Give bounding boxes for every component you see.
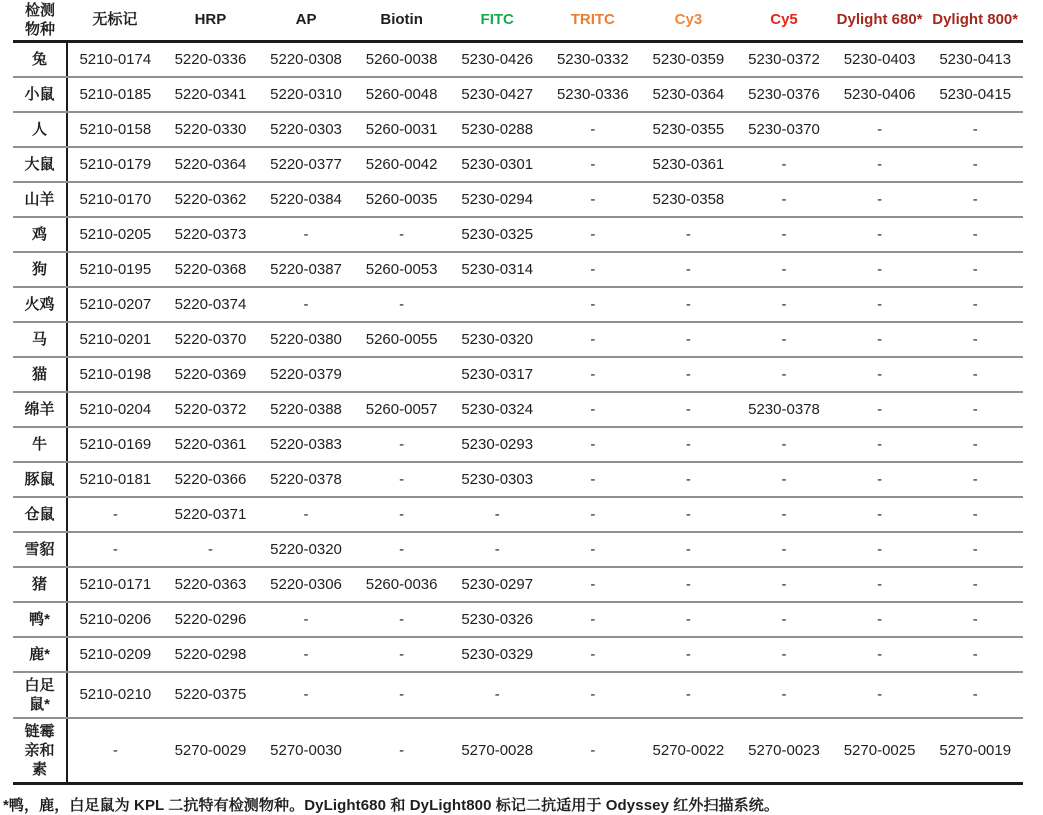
catalog-number-cell: -	[641, 672, 737, 718]
catalog-number-cell: 5220-0383	[258, 427, 354, 462]
catalog-number-cell: -	[258, 602, 354, 637]
catalog-number-cell: -	[832, 567, 928, 602]
catalog-number-cell: -	[354, 672, 450, 718]
catalog-number-cell: -	[641, 602, 737, 637]
catalog-number-cell: 5230-0314	[449, 252, 545, 287]
catalog-number-cell: -	[736, 322, 832, 357]
table-row	[13, 567, 1023, 602]
catalog-number-cell: -	[641, 357, 737, 392]
catalog-number-cell: 5230-0297	[449, 567, 545, 602]
table-header	[13, 1, 1023, 41]
catalog-number-cell: -	[641, 497, 737, 532]
catalog-number-cell: -	[449, 532, 545, 567]
catalog-number-cell: -	[927, 637, 1023, 672]
species-cell: 牛	[13, 427, 67, 462]
species-cell: 狗	[13, 252, 67, 287]
catalog-number-cell: -	[927, 182, 1023, 217]
catalog-number-cell: -	[354, 602, 450, 637]
catalog-number-cell: 5260-0057	[354, 392, 450, 427]
catalog-number-cell: 5220-0308	[258, 41, 354, 77]
catalog-number-cell: -	[832, 287, 928, 322]
catalog-number-cell: 5210-0169	[67, 427, 163, 462]
species-cell: 鸭*	[13, 602, 67, 637]
species-cell: 绵羊	[13, 392, 67, 427]
catalog-number-cell: 5220-0374	[163, 287, 259, 322]
catalog-number-cell: -	[641, 322, 737, 357]
table-row	[13, 672, 1023, 718]
catalog-number-cell: -	[545, 252, 641, 287]
species-cell: 山羊	[13, 182, 67, 217]
catalog-number-cell: 5220-0379	[258, 357, 354, 392]
catalog-number-cell: -	[832, 497, 928, 532]
catalog-number-cell: 5230-0288	[449, 112, 545, 147]
table-row	[13, 322, 1023, 357]
catalog-number-cell: -	[641, 532, 737, 567]
column-header-无标记: 无标记	[67, 1, 163, 41]
catalog-number-cell: 5230-0376	[736, 77, 832, 112]
catalog-number-cell: -	[832, 637, 928, 672]
catalog-number-cell: -	[545, 602, 641, 637]
catalog-number-cell: 5220-0363	[163, 567, 259, 602]
catalog-number-cell: -	[545, 392, 641, 427]
catalog-number-cell: -	[832, 602, 928, 637]
catalog-number-cell: -	[354, 497, 450, 532]
catalog-number-cell: -	[258, 497, 354, 532]
catalog-number-cell: -	[736, 182, 832, 217]
catalog-number-cell: -	[545, 287, 641, 322]
catalog-number-cell: 5210-0171	[67, 567, 163, 602]
catalog-number-cell: 5270-0019	[927, 718, 1023, 784]
catalog-number-cell: -	[927, 672, 1023, 718]
catalog-number-cell: 5230-0403	[832, 41, 928, 77]
catalog-number-cell: -	[736, 217, 832, 252]
catalog-number-cell: 5220-0310	[258, 77, 354, 112]
catalog-number-cell: -	[927, 252, 1023, 287]
catalog-number-cell: 5270-0025	[832, 718, 928, 784]
catalog-number-cell: 5220-0375	[163, 672, 259, 718]
catalog-number-cell: -	[641, 462, 737, 497]
catalog-number-cell: -	[545, 182, 641, 217]
catalog-number-cell: -	[736, 287, 832, 322]
species-cell: 猪	[13, 567, 67, 602]
catalog-number-cell: -	[832, 112, 928, 147]
catalog-number-cell: 5220-0296	[163, 602, 259, 637]
table-row	[13, 357, 1023, 392]
catalog-number-cell: 5230-0325	[449, 217, 545, 252]
catalog-number-cell: -	[832, 462, 928, 497]
catalog-number-cell: 5220-0377	[258, 147, 354, 182]
table-row	[13, 602, 1023, 637]
catalog-number-cell: -	[354, 217, 450, 252]
catalog-number-cell: -	[545, 112, 641, 147]
column-header-dylight-800: Dylight 800*	[927, 1, 1023, 41]
catalog-number-cell: 5220-0387	[258, 252, 354, 287]
catalog-number-cell: -	[927, 427, 1023, 462]
catalog-number-cell: -	[258, 217, 354, 252]
column-header-cy5: Cy5	[736, 1, 832, 41]
catalog-number-cell: -	[545, 147, 641, 182]
catalog-number-cell: -	[163, 532, 259, 567]
catalog-number-cell: -	[832, 357, 928, 392]
catalog-number-cell: 5260-0055	[354, 322, 450, 357]
catalog-number-cell: 5230-0301	[449, 147, 545, 182]
catalog-number-cell: 5230-0294	[449, 182, 545, 217]
catalog-number-cell: 5260-0031	[354, 112, 450, 147]
catalog-number-cell: -	[67, 497, 163, 532]
table-row	[13, 41, 1023, 77]
column-header-species: 检测物种	[13, 1, 67, 41]
table-row	[13, 217, 1023, 252]
catalog-number-cell: 5230-0293	[449, 427, 545, 462]
catalog-number-cell: 5230-0359	[641, 41, 737, 77]
catalog-number-cell: 5210-0205	[67, 217, 163, 252]
table-row	[13, 112, 1023, 147]
catalog-number-cell: -	[927, 392, 1023, 427]
catalog-number-cell: -	[927, 217, 1023, 252]
catalog-number-cell: 5260-0042	[354, 147, 450, 182]
catalog-number-cell: 5230-0415	[927, 77, 1023, 112]
catalog-number-cell: 5220-0380	[258, 322, 354, 357]
catalog-number-cell: 5260-0038	[354, 41, 450, 77]
catalog-number-cell: 5210-0174	[67, 41, 163, 77]
table-row	[13, 497, 1023, 532]
table-row	[13, 718, 1023, 784]
catalog-number-cell: -	[641, 637, 737, 672]
catalog-number-cell: -	[545, 322, 641, 357]
column-header-biotin: Biotin	[354, 1, 450, 41]
table-row	[13, 532, 1023, 567]
species-cell: 雪貂	[13, 532, 67, 567]
catalog-number-cell: -	[545, 427, 641, 462]
catalog-number-cell: -	[736, 147, 832, 182]
catalog-number-cell: -	[927, 567, 1023, 602]
table-row	[13, 147, 1023, 182]
catalog-number-cell: -	[927, 287, 1023, 322]
catalog-number-cell: -	[258, 637, 354, 672]
catalog-number-cell: 5220-0364	[163, 147, 259, 182]
catalog-number-cell: 5220-0369	[163, 357, 259, 392]
catalog-number-cell: 5220-0378	[258, 462, 354, 497]
catalog-number-cell: -	[545, 497, 641, 532]
catalog-number-cell: 5220-0320	[258, 532, 354, 567]
table-row	[13, 392, 1023, 427]
catalog-number-cell: 5270-0028	[449, 718, 545, 784]
catalog-number-cell: -	[545, 532, 641, 567]
catalog-number-cell: -	[832, 427, 928, 462]
catalog-number-cell: -	[258, 287, 354, 322]
catalog-number-cell: -	[832, 217, 928, 252]
table-row	[13, 427, 1023, 462]
catalog-number-cell: 5230-0326	[449, 602, 545, 637]
catalog-number-cell: -	[736, 672, 832, 718]
column-header-dylight-680: Dylight 680*	[832, 1, 928, 41]
catalog-number-cell: -	[354, 427, 450, 462]
catalog-number-cell: -	[354, 718, 450, 784]
catalog-number-cell: 5270-0022	[641, 718, 737, 784]
species-cell: 大鼠	[13, 147, 67, 182]
catalog-number-cell: 5230-0413	[927, 41, 1023, 77]
catalog-number-cell: 5210-0204	[67, 392, 163, 427]
catalog-number-cell: 5220-0370	[163, 322, 259, 357]
catalog-number-cell: 5220-0368	[163, 252, 259, 287]
catalog-number-cell: -	[641, 392, 737, 427]
catalog-number-cell: 5220-0341	[163, 77, 259, 112]
catalog-number-cell: -	[736, 602, 832, 637]
catalog-number-cell: 5220-0298	[163, 637, 259, 672]
catalog-number-cell: -	[545, 357, 641, 392]
catalog-number-cell: 5230-0427	[449, 77, 545, 112]
catalog-number-cell: 5220-0388	[258, 392, 354, 427]
catalog-number-cell: -	[258, 672, 354, 718]
catalog-number-cell: -	[927, 462, 1023, 497]
table-row	[13, 637, 1023, 672]
catalog-number-cell: 5230-0320	[449, 322, 545, 357]
column-header-cy3: Cy3	[641, 1, 737, 41]
catalog-number-cell: -	[545, 217, 641, 252]
column-header-hrp: HRP	[163, 1, 259, 41]
catalog-number-cell: 5260-0036	[354, 567, 450, 602]
catalog-number-cell: -	[354, 532, 450, 567]
catalog-number-cell: -	[641, 567, 737, 602]
catalog-number-cell: 5210-0209	[67, 637, 163, 672]
footnote: *鸭，鹿，白足鼠为 KPL 二抗特有检测物种。DyLight680 和 DyLight800 标记二抗适用于 Odyssey 红外扫描系统。	[3, 796, 779, 814]
catalog-number-cell: 5230-0317	[449, 357, 545, 392]
species-cell: 小鼠	[13, 77, 67, 112]
catalog-number-cell: -	[927, 602, 1023, 637]
catalog-number-cell: 5270-0029	[163, 718, 259, 784]
catalog-number-cell: 5230-0332	[545, 41, 641, 77]
catalog-number-cell: 5230-0406	[832, 77, 928, 112]
catalog-number-cell: 5230-0324	[449, 392, 545, 427]
catalog-number-cell: 5260-0048	[354, 77, 450, 112]
catalog-number-cell: -	[736, 462, 832, 497]
species-cell: 马	[13, 322, 67, 357]
catalog-number-cell: -	[641, 287, 737, 322]
catalog-number-cell: 5230-0370	[736, 112, 832, 147]
catalog-number-cell: 5270-0030	[258, 718, 354, 784]
catalog-number-cell: -	[832, 252, 928, 287]
catalog-number-cell: -	[832, 672, 928, 718]
catalog-number-cell: 5220-0303	[258, 112, 354, 147]
header-row	[13, 1, 1023, 41]
column-header-ap: AP	[258, 1, 354, 41]
catalog-number-cell: -	[354, 637, 450, 672]
catalog-number-cell: 5230-0378	[736, 392, 832, 427]
catalog-number-cell	[354, 357, 450, 392]
catalog-number-cell: -	[545, 672, 641, 718]
catalog-number-cell: 5220-0362	[163, 182, 259, 217]
species-cell: 兔	[13, 41, 67, 77]
column-header-tritc: TRITC	[545, 1, 641, 41]
table-row	[13, 252, 1023, 287]
catalog-number-cell: -	[927, 532, 1023, 567]
catalog-number-cell: 5220-0373	[163, 217, 259, 252]
catalog-number-cell: 5220-0366	[163, 462, 259, 497]
catalog-number-cell: 5230-0361	[641, 147, 737, 182]
catalog-number-cell: -	[736, 532, 832, 567]
table-row	[13, 182, 1023, 217]
table-row	[13, 287, 1023, 322]
catalog-number-cell: 5260-0035	[354, 182, 450, 217]
catalog-number-cell: 5210-0185	[67, 77, 163, 112]
catalog-number-cell: -	[832, 392, 928, 427]
catalog-number-cell: -	[641, 217, 737, 252]
catalog-number-cell: -	[545, 718, 641, 784]
catalog-number-cell: 5230-0336	[545, 77, 641, 112]
catalog-number-cell: 5260-0053	[354, 252, 450, 287]
catalog-number-cell: 5230-0358	[641, 182, 737, 217]
catalog-number-cell: -	[354, 462, 450, 497]
catalog-number-cell: -	[927, 497, 1023, 532]
catalog-number-cell: 5220-0330	[163, 112, 259, 147]
catalog-number-cell: -	[736, 497, 832, 532]
catalog-number-cell: -	[927, 147, 1023, 182]
column-header-fitc: FITC	[449, 1, 545, 41]
species-cell: 火鸡	[13, 287, 67, 322]
catalog-number-cell: 5220-0336	[163, 41, 259, 77]
antibody-catalog-table	[13, 1, 1023, 785]
table-row	[13, 77, 1023, 112]
catalog-number-cell: -	[545, 637, 641, 672]
table-body	[13, 41, 1023, 783]
catalog-number-cell: 5230-0426	[449, 41, 545, 77]
species-cell: 仓鼠	[13, 497, 67, 532]
catalog-number-cell: 5220-0384	[258, 182, 354, 217]
catalog-number-cell: -	[354, 287, 450, 322]
species-cell: 人	[13, 112, 67, 147]
catalog-number-cell: -	[67, 532, 163, 567]
catalog-number-cell: -	[832, 182, 928, 217]
species-cell: 鸡	[13, 217, 67, 252]
catalog-number-cell: -	[927, 322, 1023, 357]
species-cell: 猫	[13, 357, 67, 392]
catalog-number-cell: -	[545, 462, 641, 497]
catalog-number-cell: 5220-0371	[163, 497, 259, 532]
catalog-number-cell: 5220-0361	[163, 427, 259, 462]
catalog-number-cell: 5210-0201	[67, 322, 163, 357]
catalog-number-cell: -	[67, 718, 163, 784]
catalog-number-cell: 5210-0170	[67, 182, 163, 217]
catalog-number-cell: -	[736, 357, 832, 392]
catalog-number-cell: -	[832, 147, 928, 182]
catalog-number-cell: -	[449, 672, 545, 718]
catalog-number-cell: 5220-0306	[258, 567, 354, 602]
catalog-number-cell: 5220-0372	[163, 392, 259, 427]
catalog-number-cell: 5210-0181	[67, 462, 163, 497]
catalog-number-cell: 5230-0329	[449, 637, 545, 672]
species-cell: 鹿*	[13, 637, 67, 672]
catalog-number-cell: 5210-0206	[67, 602, 163, 637]
catalog-number-cell: -	[832, 532, 928, 567]
catalog-number-cell: 5230-0303	[449, 462, 545, 497]
catalog-number-cell: -	[927, 112, 1023, 147]
catalog-number-cell: -	[736, 637, 832, 672]
catalog-number-cell: -	[736, 567, 832, 602]
catalog-number-cell: -	[736, 252, 832, 287]
catalog-number-cell: -	[736, 427, 832, 462]
catalog-number-cell: 5270-0023	[736, 718, 832, 784]
species-cell: 链霉亲和素	[13, 718, 67, 784]
catalog-number-cell: 5210-0195	[67, 252, 163, 287]
catalog-number-cell: -	[545, 567, 641, 602]
species-cell: 豚鼠	[13, 462, 67, 497]
catalog-number-cell: 5210-0207	[67, 287, 163, 322]
catalog-number-cell	[449, 287, 545, 322]
catalog-number-cell: 5210-0210	[67, 672, 163, 718]
species-cell: 白足鼠*	[13, 672, 67, 718]
catalog-number-cell: 5230-0372	[736, 41, 832, 77]
catalog-number-cell: -	[832, 322, 928, 357]
catalog-number-cell: 5210-0158	[67, 112, 163, 147]
catalog-number-cell: 5210-0198	[67, 357, 163, 392]
catalog-number-cell: 5230-0355	[641, 112, 737, 147]
table-row	[13, 462, 1023, 497]
catalog-number-cell: 5230-0364	[641, 77, 737, 112]
catalog-number-cell: 5210-0179	[67, 147, 163, 182]
catalog-number-cell: -	[449, 497, 545, 532]
catalog-number-cell: -	[641, 427, 737, 462]
catalog-number-cell: -	[641, 252, 737, 287]
catalog-number-cell: -	[927, 357, 1023, 392]
